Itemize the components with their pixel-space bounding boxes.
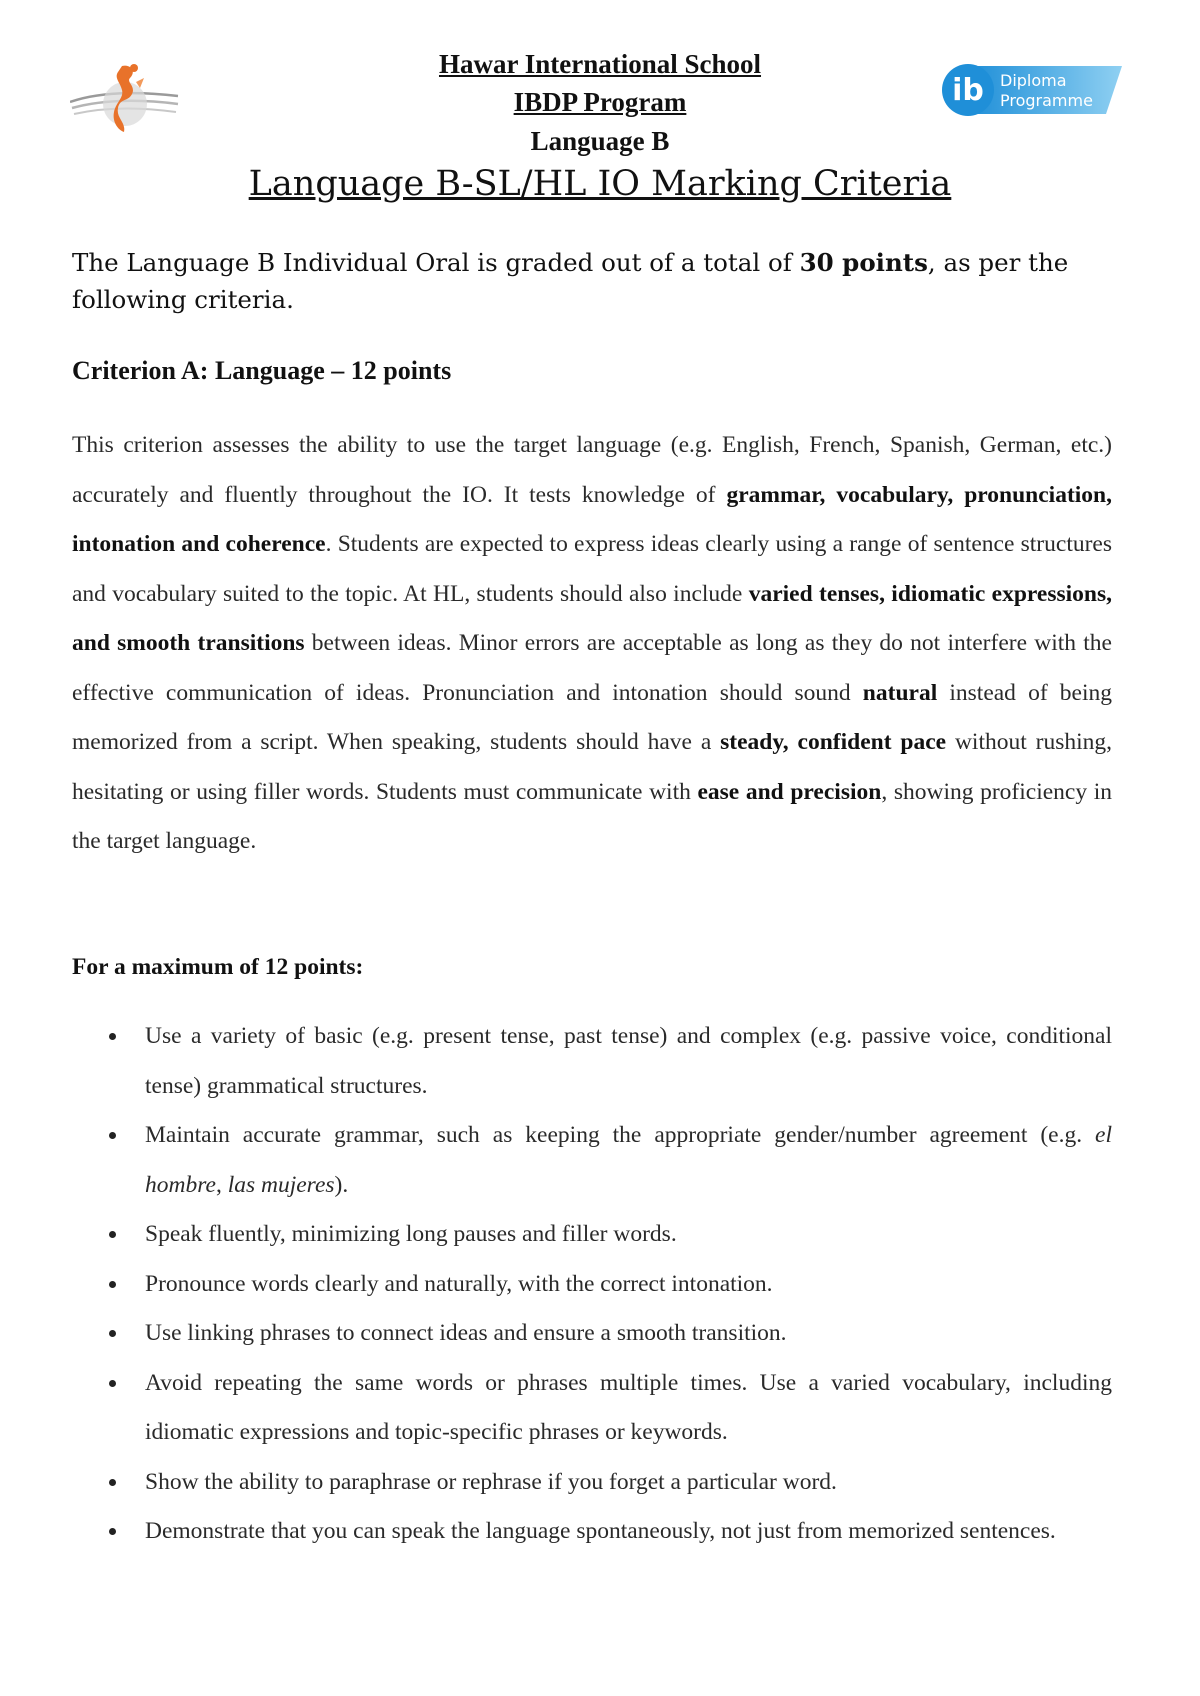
svg-text:Diploma: Diploma [1000,71,1067,90]
svg-text:ib: ib [952,73,984,108]
bullet-icon [109,1479,116,1486]
list-item: Demonstrate that you can speak the language spontaneously, not just from memorized sentences. [72,1507,1112,1557]
subject-name: Language B [530,126,670,156]
list-item: Use a variety of basic (e.g. present tense, past tense) and complex (e.g. passive voice, conditional tense) grammatical structures. [72,1012,1112,1111]
list-item: Show the ability to paraphrase or rephrase if you forget a particular word. [72,1458,1112,1508]
list-item: Avoid repeating the same words or phrases multiple times. Use a varied vocabulary, including idiomatic expressions and topic-specific phrases or keywords. [72,1359,1112,1458]
list-item: Use linking phrases to connect ideas and ensure a smooth transition. [72,1309,1112,1359]
list-item: Pronounce words clearly and naturally, with the correct intonation. [72,1260,1112,1310]
school-name: Hawar International School [438,49,762,79]
bullet-icon [109,1132,116,1139]
bullet-icon [109,1380,116,1387]
criteria-bullet-list [72,1012,1112,1557]
intro-paragraph: The Language B Individual Oral is graded out of a total of 30 points, as per the following criteria. [72,248,1069,314]
program-name: IBDP Program [513,87,687,117]
max-points-heading: For a maximum of 12 points: [72,954,364,980]
list-item: Maintain accurate grammar, such as keeping the appropriate gender/number agreement (e.g. el hombre, las mujeres). [72,1111,1112,1210]
bullet-icon [109,1528,116,1535]
bullet-icon [109,1231,116,1238]
bullet-icon [109,1033,116,1040]
list-item: Speak fluently, minimizing long pauses and filler words. [72,1210,1112,1260]
bullet-icon [109,1330,116,1337]
bullet-icon [109,1281,116,1288]
total-points: 30 points [799,248,928,277]
criterion-a-description: This criterion assesses the ability to use the target language (e.g. English, French, Spanish, German, etc.) accurately and fluently throughout the IO. It tests knowledge of grammar, vocabulary, pronunciation, intonation and coherence. Students are expected to express ideas clearly using a range of sentence structures and vocabulary suited to the topic. At HL, students should also include varied tenses, idiomatic expressions, and smooth transitions between ideas. Minor errors are acceptable as long as they do not interfere with the effective communication of ideas. Pronunciation and intonation should sound natural instead of being memorized from a script. When speaking, students should have a steady, confident pace without rushing, hesitating or using filler words. Students must communicate with ease and precision, showing proficiency in the target language. [72,432,1113,854]
svg-text:Programme: Programme [1000,91,1093,110]
criterion-a-heading: Criterion A: Language – 12 points [72,356,452,385]
page-title: Language B-SL/HL IO Marking Criteria [248,164,952,204]
